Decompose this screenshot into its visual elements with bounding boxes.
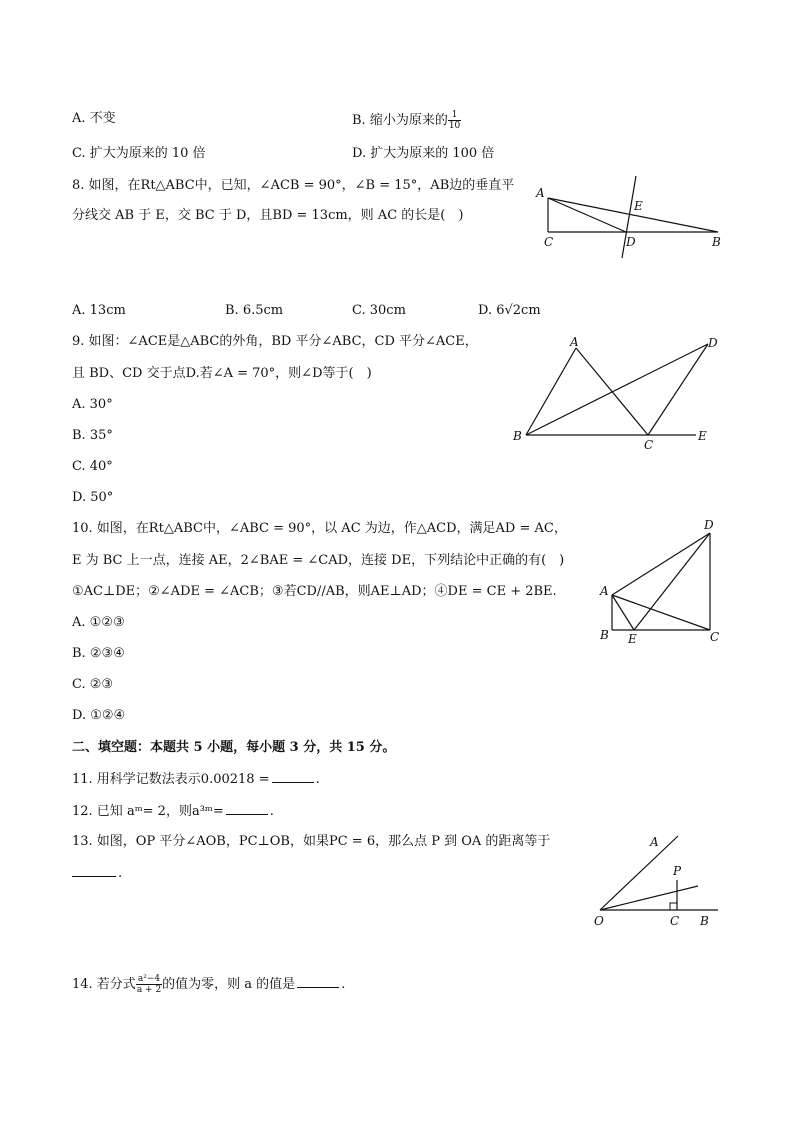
q13-end: . (118, 866, 123, 881)
label-c: C (644, 438, 654, 452)
label-e: E (628, 632, 637, 646)
q10-figure (594, 515, 724, 650)
seg-ab (548, 198, 718, 232)
q14 (72, 974, 345, 995)
seg-bd (526, 344, 708, 435)
q9-line2: 且 BD、CD 交于点D.若∠A = 70°，则∠D等于( ) (72, 366, 372, 381)
q10-option-a: A. ①②③ (72, 615, 125, 630)
q12-text: 12. 已知 aᵐ= 2，则a³ᵐ= (72, 804, 224, 819)
option-d-q7: D. 扩大为原来的 100 倍 (352, 146, 495, 161)
q13-figure (590, 828, 725, 933)
q12-answer-blank[interactable] (226, 802, 268, 815)
q9-option-a: A. 30° (72, 397, 113, 412)
label-e: E (634, 199, 643, 213)
q14-frac-den: a + 2 (136, 985, 162, 995)
seg-ed (634, 533, 710, 630)
option-a-q7: A. 不变 (72, 111, 116, 126)
q8-option-a: A. 13cm (72, 303, 126, 318)
q12-end: . (269, 804, 274, 819)
q14-fraction (136, 974, 162, 995)
q8-figure (530, 170, 730, 265)
label-d: D (704, 518, 714, 532)
label-c: C (544, 235, 554, 249)
label-a: A (600, 584, 609, 598)
q9-line1: 9. 如图：∠ACE是△ABC的外角，BD 平分∠ABC，CD 平分∠ACE， (72, 334, 478, 349)
label-b: B (600, 628, 609, 642)
right-angle-mark (670, 903, 677, 910)
label-p: P (673, 864, 682, 878)
section-heading-fill-in: 二、填空题：本题共 5 小题，每小题 3 分，共 15 分。 (72, 740, 396, 755)
q13-answer-blank[interactable] (72, 864, 116, 877)
q11-answer-blank[interactable] (272, 770, 314, 783)
seg-ad (548, 198, 626, 232)
label-e: E (698, 429, 707, 443)
q9-option-d: D. 50° (72, 490, 114, 505)
label-a: A (570, 335, 579, 349)
q8-line1: 8. 如图，在Rt△ABC中，已知，∠ACB = 90°，∠B = 15°，AB边的垂直平 (72, 178, 515, 193)
ray-oa (600, 836, 678, 910)
label-d: D (708, 336, 718, 350)
label-b: B (513, 429, 522, 443)
seg-cd (648, 344, 708, 435)
seg-ae (612, 595, 634, 630)
q14-frac-num: a²−4 (136, 974, 162, 985)
frac-den: 10 (448, 121, 461, 131)
q8-option-c: C. 30cm (352, 303, 406, 318)
label-d: D (626, 235, 636, 249)
label-a: A (650, 835, 659, 849)
q10-line2: E 为 BC 上一点，连接 AE，2∠BAE = ∠CAD，连接 DE，下列结论中正确的有( ) (72, 553, 565, 568)
q9-figure (508, 330, 728, 455)
q14-pre: 14. 若分式 (72, 977, 136, 992)
fraction-one-tenth (448, 110, 461, 131)
label-c: C (670, 914, 680, 928)
seg-ac (612, 595, 710, 630)
q8-option-b: B. 6.5cm (225, 303, 284, 318)
q8-line2: 分线交 AB 于 E，交 BC 于 D，且BD = 13cm，则 AC 的长是( ) (72, 208, 464, 223)
q14-post: 的值为零，则 a 的值是 (162, 977, 296, 992)
seg-ad (612, 533, 710, 595)
q11-text: 11. 用科学记数法表示0.00218 = (72, 772, 270, 787)
q10-line1: 10. 如图，在Rt△ABC中，∠ABC = 90°，以 AC 为边，作△ACD，满足AD = AC， (72, 521, 567, 536)
q10-line3: ①AC⊥DE；②∠ADE = ∠ACB；③若CD//AB，则AE⊥AD；④DE = CE + 2BE. (72, 584, 557, 599)
q14-answer-blank[interactable] (297, 975, 339, 988)
label-c: C (710, 630, 720, 644)
q9-option-c: C. 40° (72, 459, 113, 474)
q10-option-c: C. ②③ (72, 677, 114, 692)
q14-end: . (341, 977, 346, 992)
q8-option-d: D. 6√2cm (478, 303, 541, 318)
label-a: A (536, 186, 545, 200)
q11 (72, 770, 320, 789)
q13-line2 (72, 864, 122, 883)
label-b: B (700, 914, 709, 928)
q13-line1: 13. 如图，OP 平分∠AOB，PC⊥OB，如果PC = 6，那么点 P 到 OA 的距离等于 (72, 834, 551, 849)
q11-end: . (315, 772, 320, 787)
q9-option-b: B. 35° (72, 428, 113, 443)
q12 (72, 802, 274, 821)
label-b: B (712, 235, 721, 249)
q10-option-d: D. ①②④ (72, 708, 126, 723)
ray-op (600, 886, 698, 910)
option-b-q7 (352, 110, 461, 131)
q10-option-b: B. ②③④ (72, 646, 125, 661)
frac-num: 1 (448, 110, 461, 121)
option-c-q7: C. 扩大为原来的 10 倍 (72, 146, 206, 161)
label-o: O (594, 914, 604, 928)
option-b-q7-text: B. 缩小为原来的 (352, 113, 448, 128)
